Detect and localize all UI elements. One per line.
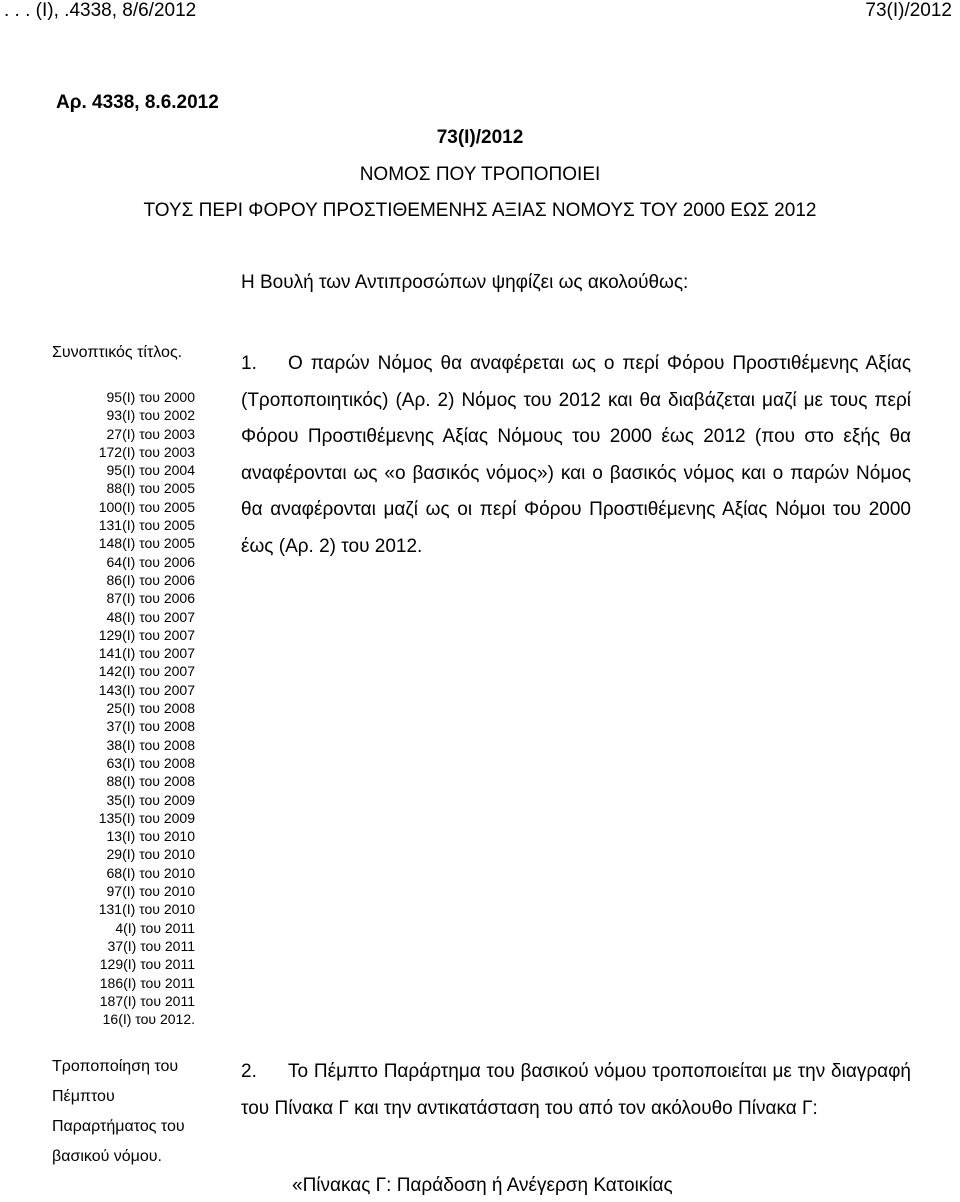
reference-item: 148(Ι) του 2005 [98, 535, 195, 552]
reference-item: 35(Ι) του 2009 [106, 791, 195, 808]
reference-item: 16(Ι) του 2012. [102, 1011, 195, 1028]
law-title-line-1: ΝΟΜΟΣ ΠΟΥ ΤΡΟΠΟΠΟΙΕΙ [359, 164, 601, 185]
reference-item: 187(Ι) του 2011 [99, 992, 195, 1009]
reference-item: 4(Ι) του 2011 [115, 919, 195, 936]
reference-item: 64(Ι) του 2006 [106, 553, 195, 570]
reference-item: 131(Ι) του 2005 [98, 517, 195, 534]
reference-item: 129(Ι) του 2011 [99, 956, 195, 973]
reference-item: 86(Ι) του 2006 [106, 571, 195, 588]
reference-item: 131(Ι) του 2010 [98, 901, 195, 918]
section-2-body [241, 1054, 911, 1127]
reference-item: 143(Ι) του 2007 [98, 681, 195, 698]
reference-item: 95(Ι) του 2000 [106, 389, 195, 405]
reference-item: 25(Ι) του 2008 [106, 700, 195, 717]
section-1-body [241, 346, 911, 565]
reference-item: 87(Ι) του 2006 [106, 590, 195, 607]
reference-item: 63(Ι) του 2008 [106, 754, 195, 771]
reference-item: 93(Ι) του 2002 [106, 407, 195, 424]
section-2-text: Το Πέμπτο Παράρτημα του βασικού νόμου τροποποιείται με την διαγραφή του Πίνακα Γ και την αντικατάσταση του από τον ακόλουθο Πίνακα Γ: [241, 1061, 911, 1119]
law-title-line-2: ΤΟΥΣ ΠΕΡΙ ΦΟΡΟΥ ΠΡΟΣΤΙΘΕΜΕΝΗΣ ΑΞΙΑΣ ΝΟΜΟΥΣ ΤΟΥ 2000 ΕΩΣ 2012 [143, 200, 817, 221]
reference-item: 68(Ι) του 2010 [106, 864, 195, 881]
gazette-issue: Αρ. 4338, 8.6.2012 [56, 92, 219, 113]
enacting-clause: Η Βουλή των Αντιπροσώπων ψηφίζει ως ακολούθως: [241, 272, 689, 293]
reference-item: 172(Ι) του 2003 [98, 443, 195, 460]
section-1-references [40, 388, 195, 1028]
reference-item: 38(Ι) του 2008 [106, 736, 195, 753]
reference-item: 135(Ι) του 2009 [98, 809, 195, 826]
running-header-right: 73(Ι)/2012 [865, 0, 952, 21]
reference-item: 97(Ι) του 2010 [106, 883, 195, 900]
section-2-quote: «Πίνακας Γ: Παράδοση ή Ανέγερση Κατοικίας [292, 1175, 673, 1196]
section-2-margin-title: Τροποποίηση του Πέμπτου Παραρτήματος του βασικού νόμου. [52, 1058, 185, 1165]
section-2-number: 2. [241, 1061, 257, 1082]
reference-item: 48(Ι) του 2007 [106, 608, 195, 625]
reference-item: 27(Ι) του 2003 [106, 425, 195, 442]
running-header-left: . . . (Ι), .4338, 8/6/2012 [4, 0, 197, 21]
reference-item: 13(Ι) του 2010 [106, 828, 195, 845]
reference-item: 186(Ι) του 2011 [99, 974, 195, 991]
reference-item: 142(Ι) του 2007 [98, 663, 195, 680]
reference-item: 141(Ι) του 2007 [98, 645, 195, 662]
section-1-margin-title: Συνοπτικός τίτλος. [52, 344, 183, 361]
section-1-text: Ο παρών Νόμος θα αναφέρεται ως ο περί Φόρου Προστιθέμενης Αξίας (Τροποποιητικός) (Αρ. 2) Νόμος του 2012 και θα διαβάζεται μαζί με τους περί Φόρου Προστιθέμενης Αξίας Νόμους του 2000 έως 2012 (που στο εξής θα αναφέρονται ως «ο βασικός νόμος») και ο βασικός νόμος και ο παρών Νόμος θα αναφέρονται μαζί ως οι περί Φόρου Προστιθέμενης Αξίας Νόμοι του 2000 έως (Αρ. 2) του 2012. [241, 353, 911, 557]
reference-item: 37(Ι) του 2011 [107, 937, 195, 954]
reference-item: 100(Ι) του 2005 [98, 498, 195, 515]
reference-item: 29(Ι) του 2010 [106, 846, 195, 863]
reference-item: 129(Ι) του 2007 [98, 626, 195, 643]
reference-item: 95(Ι) του 2004 [106, 462, 195, 479]
law-number: 73(Ι)/2012 [436, 127, 524, 148]
reference-item: 88(Ι) του 2008 [106, 773, 195, 790]
reference-item: 88(Ι) του 2005 [106, 480, 195, 497]
section-1-number: 1. [241, 353, 257, 374]
reference-item: 37(Ι) του 2008 [106, 718, 195, 735]
